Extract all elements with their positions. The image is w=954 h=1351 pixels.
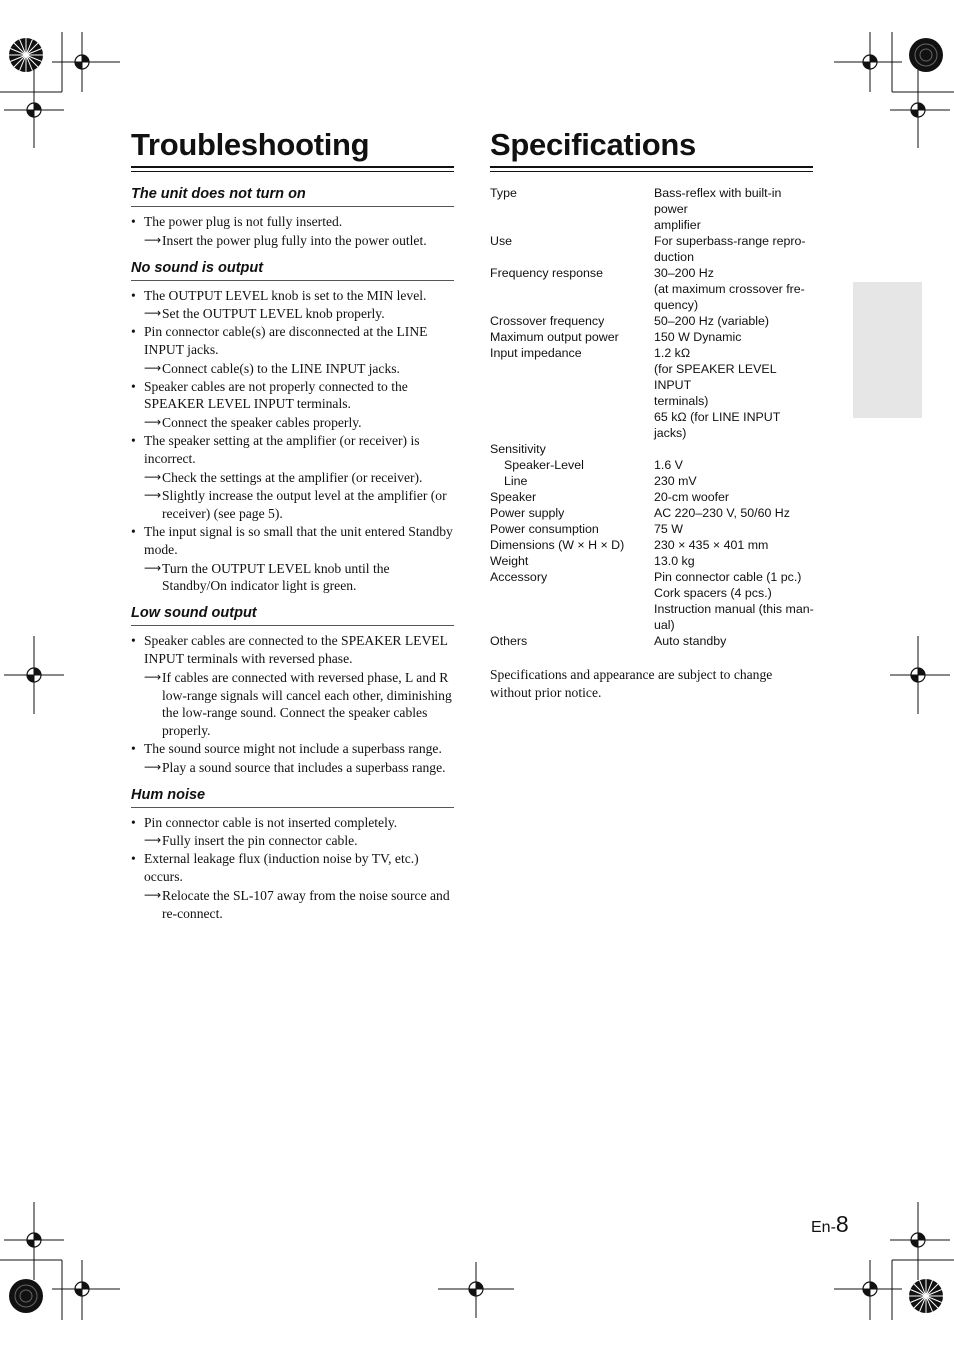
problem-item bbox=[131, 632, 454, 740]
problem-text: • The OUTPUT LEVEL knob is set to the MIN level. bbox=[131, 287, 454, 305]
spec-value-line: For superbass-range repro- bbox=[654, 234, 806, 248]
section-tab bbox=[853, 282, 922, 418]
spec-label: Input impedance bbox=[490, 346, 582, 360]
long-right-arrow-icon: ⟶ bbox=[144, 415, 162, 430]
section-heading: The unit does not turn on bbox=[131, 186, 454, 207]
spec-table bbox=[490, 185, 814, 649]
spec-row bbox=[490, 633, 814, 649]
section-heading: Low sound output bbox=[131, 605, 454, 626]
troubleshooting-column bbox=[131, 186, 454, 932]
remedy-text: Insert the power plug fully into the power outlet. bbox=[162, 232, 427, 248]
spec-label: Type bbox=[490, 186, 517, 200]
problem-item bbox=[131, 287, 454, 324]
spec-value-line: quency) bbox=[654, 298, 699, 312]
problem-text: • External leakage flux (induction noise by TV, etc.) occurs. bbox=[131, 850, 454, 886]
problem-list bbox=[131, 287, 454, 596]
long-right-arrow-icon: ⟶ bbox=[144, 560, 162, 575]
problem-item bbox=[131, 432, 454, 523]
problem-text: • The speaker setting at the amplifier (or receiver) is incorrect. bbox=[131, 432, 454, 468]
problem-text: • Pin connector cable(s) are disconnected at the LINE INPUT jacks. bbox=[131, 323, 454, 359]
problem-item bbox=[131, 814, 454, 851]
spec-value bbox=[654, 633, 814, 649]
spec-row bbox=[490, 185, 814, 233]
spec-value bbox=[654, 569, 814, 633]
spec-value-line: 50–200 Hz (variable) bbox=[654, 314, 770, 328]
spec-note: Specifications and appearance are subject to change without prior notice. bbox=[490, 667, 773, 700]
spec-value bbox=[654, 457, 814, 473]
spec-label: Dimensions (W × H × D) bbox=[490, 538, 625, 552]
spec-value-line: (at maximum crossover fre- bbox=[654, 282, 805, 296]
spec-label: Others bbox=[490, 634, 528, 648]
spec-row bbox=[490, 313, 814, 329]
spec-label: Speaker-Level bbox=[504, 458, 584, 472]
spec-value-line: Pin connector cable (1 pc.) bbox=[654, 570, 802, 584]
problem-list bbox=[131, 213, 454, 250]
problem-list bbox=[131, 632, 454, 776]
problem-item bbox=[131, 213, 454, 250]
long-right-arrow-icon: ⟶ bbox=[144, 759, 162, 774]
trouble-section bbox=[131, 605, 454, 776]
spec-value bbox=[654, 265, 814, 313]
problem-list bbox=[131, 814, 454, 923]
spec-value bbox=[654, 537, 814, 553]
remedy-text: Fully insert the pin connector cable. bbox=[162, 833, 358, 849]
problem-item bbox=[131, 523, 454, 595]
spec-label: Speaker bbox=[490, 490, 537, 504]
troubleshooting-title: Troubleshooting bbox=[131, 127, 370, 162]
long-right-arrow-icon: ⟶ bbox=[144, 306, 162, 321]
spec-value-line: Instruction manual (this man- bbox=[654, 602, 814, 616]
spec-value-line: 230 × 435 × 401 mm bbox=[654, 538, 769, 552]
spec-value bbox=[654, 345, 814, 441]
remedy-text: Play a sound source that includes a superbass range. bbox=[162, 759, 446, 775]
spec-value-line: terminals) bbox=[654, 394, 709, 408]
problem-item bbox=[131, 323, 454, 377]
spec-row bbox=[490, 265, 814, 313]
spec-value bbox=[654, 553, 814, 569]
long-right-arrow-icon: ⟶ bbox=[144, 232, 162, 247]
specifications-column bbox=[490, 185, 814, 701]
spec-value-line: amplifier bbox=[654, 218, 701, 232]
page-num: 8 bbox=[835, 1211, 849, 1237]
section-heading: No sound is output bbox=[131, 260, 454, 281]
remedy bbox=[131, 414, 454, 432]
title-rule bbox=[131, 166, 454, 172]
trouble-section bbox=[131, 787, 454, 923]
spec-label: Accessory bbox=[490, 570, 548, 584]
spec-row bbox=[490, 457, 814, 473]
remedy-text: Set the OUTPUT LEVEL knob properly. bbox=[162, 306, 385, 322]
spec-value bbox=[654, 489, 814, 505]
spec-row bbox=[490, 329, 814, 345]
remedy-text: Connect cable(s) to the LINE INPUT jacks. bbox=[162, 360, 400, 376]
spec-value bbox=[654, 313, 814, 329]
spec-value bbox=[654, 185, 814, 233]
long-right-arrow-icon: ⟶ bbox=[144, 887, 162, 902]
spec-label: Maximum output power bbox=[490, 330, 619, 344]
spec-value-line: 1.6 V bbox=[654, 458, 683, 472]
problem-text: • The power plug is not fully inserted. bbox=[131, 213, 454, 231]
long-right-arrow-icon: ⟶ bbox=[144, 669, 162, 684]
spec-value bbox=[654, 505, 814, 521]
long-right-arrow-icon: ⟶ bbox=[144, 469, 162, 484]
problem-text: • Speaker cables are not properly connected to the SPEAKER LEVEL INPUT terminals. bbox=[131, 378, 454, 414]
trouble-section bbox=[131, 260, 454, 596]
remedy bbox=[131, 887, 454, 923]
remedy-text: Check the settings at the amplifier (or receiver). bbox=[162, 469, 423, 485]
spec-label: Sensitivity bbox=[490, 442, 546, 456]
spec-label: Line bbox=[504, 474, 528, 488]
spec-value-line: 65 kΩ (for LINE INPUT jacks) bbox=[654, 410, 781, 440]
section-heading: Hum noise bbox=[131, 787, 454, 808]
spec-value bbox=[654, 473, 814, 489]
spec-row bbox=[490, 505, 814, 521]
spec-label: Use bbox=[490, 234, 513, 248]
spec-value-line: (for SPEAKER LEVEL INPUT bbox=[654, 362, 777, 392]
spec-value-line: 150 W Dynamic bbox=[654, 330, 742, 344]
remedy bbox=[131, 232, 454, 250]
spec-value-line: duction bbox=[654, 250, 694, 264]
specifications-title: Specifications bbox=[490, 127, 696, 162]
problem-item bbox=[131, 850, 454, 922]
spec-value-line: Auto standby bbox=[654, 634, 727, 648]
remedy bbox=[131, 487, 454, 523]
problem-item bbox=[131, 378, 454, 432]
spec-value bbox=[654, 521, 814, 537]
spec-value-line: 13.0 kg bbox=[654, 554, 695, 568]
page-prefix: En- bbox=[811, 1219, 836, 1236]
remedy-text: Relocate the SL-107 away from the noise source and re-connect. bbox=[162, 887, 450, 921]
spec-row bbox=[490, 489, 814, 505]
spec-value bbox=[654, 329, 814, 345]
spec-value bbox=[654, 441, 814, 457]
spec-value-line: Cork spacers (4 pcs.) bbox=[654, 586, 772, 600]
remedy-text: Slightly increase the output level at the amplifier (or receiver) (see page 5). bbox=[162, 488, 447, 522]
remedy bbox=[131, 759, 454, 777]
remedy bbox=[131, 469, 454, 487]
remedy bbox=[131, 832, 454, 850]
spec-value bbox=[654, 233, 814, 265]
spec-value-line: 30–200 Hz bbox=[654, 266, 714, 280]
problem-text: • The input signal is so small that the unit entered Standby mode. bbox=[131, 523, 454, 559]
spec-row bbox=[490, 473, 814, 489]
spec-value-line: AC 220–230 V, 50/60 Hz bbox=[654, 506, 790, 520]
remedy bbox=[131, 360, 454, 378]
spec-value-line: 75 W bbox=[654, 522, 683, 536]
problem-text: • Speaker cables are connected to the SPEAKER LEVEL INPUT terminals with reversed phase. bbox=[131, 632, 454, 668]
spec-row bbox=[490, 521, 814, 537]
remedy-text: If cables are connected with reversed phase, L and R low-range signals will cancel each other, diminishing the low-range sound. Connect the speaker cables properly. bbox=[162, 669, 452, 739]
title-rule bbox=[490, 166, 813, 172]
page-number bbox=[811, 1211, 849, 1238]
spec-row bbox=[490, 537, 814, 553]
spec-label: Power consumption bbox=[490, 522, 599, 536]
spec-label: Crossover frequency bbox=[490, 314, 605, 328]
remedy bbox=[131, 669, 454, 740]
spec-value-line: ual) bbox=[654, 618, 675, 632]
remedy-text: Turn the OUTPUT LEVEL knob until the Standby/On indicator light is green. bbox=[162, 560, 390, 594]
problem-item bbox=[131, 740, 454, 777]
spec-row bbox=[490, 569, 814, 633]
spec-row bbox=[490, 233, 814, 265]
spec-row bbox=[490, 553, 814, 569]
problem-text: • Pin connector cable is not inserted completely. bbox=[131, 814, 454, 832]
long-right-arrow-icon: ⟶ bbox=[144, 488, 162, 503]
spec-label: Weight bbox=[490, 554, 529, 568]
spec-value-line: 1.2 kΩ bbox=[654, 346, 691, 360]
spec-value-line: Bass-reflex with built-in power bbox=[654, 186, 782, 216]
spec-value-line: 230 mV bbox=[654, 474, 697, 488]
remedy bbox=[131, 560, 454, 596]
long-right-arrow-icon: ⟶ bbox=[144, 360, 162, 375]
spec-row bbox=[490, 441, 814, 457]
spec-label: Power supply bbox=[490, 506, 565, 520]
spec-value-line: 20-cm woofer bbox=[654, 490, 730, 504]
spec-label: Frequency response bbox=[490, 266, 603, 280]
problem-text: • The sound source might not include a superbass range. bbox=[131, 740, 454, 758]
trouble-section bbox=[131, 186, 454, 250]
remedy-text: Connect the speaker cables properly. bbox=[162, 415, 362, 431]
spec-row bbox=[490, 345, 814, 441]
long-right-arrow-icon: ⟶ bbox=[144, 833, 162, 848]
remedy bbox=[131, 305, 454, 323]
